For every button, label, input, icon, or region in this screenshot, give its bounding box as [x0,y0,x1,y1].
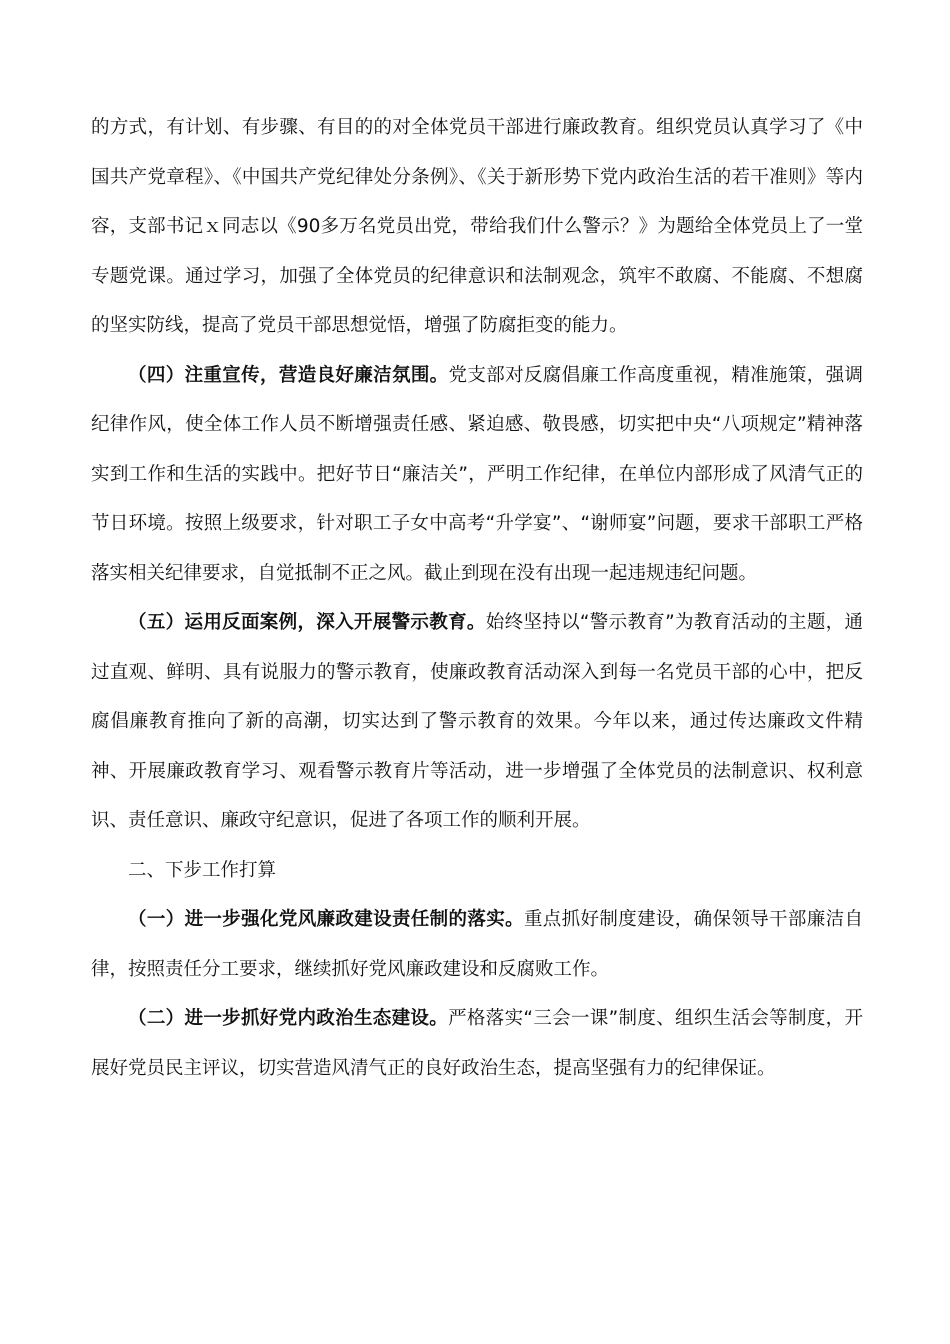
document-body [91,103,863,1093]
paragraph-continuation [91,103,863,351]
paragraph-publicity [91,351,863,599]
paragraph-text: 的方式，有计划、有步骤、有目的的对全体党员干部进行廉政教育。组织党员认真学习了《中国共产党章程》、《中国共产党纪律处分条例》、《关于新形势下党内政治生活的若干准则》等内容，支部书记ｘ同志以《90多万名党员出党，带给我们什么警示？》为题给全体党员上了一堂专题党课。通过学习，加强了全体党员的纪律意识和法制观念，筑牢不敢腐、不能腐、不想腐的坚实防线，提高了党员干部思想觉悟，增强了防腐拒变的能力。 [91,117,863,336]
paragraph-political-ecology [91,994,863,1093]
paragraph-lead: （四）注重宣传，营造良好廉洁氛围。 [128,364,449,386]
paragraph-warning-education [91,598,863,846]
section-heading [91,846,863,896]
section-heading-text: 二、下步工作打算 [128,859,277,881]
paragraph-lead: （一）进一步强化党风廉政建设责任制的落实。 [128,909,524,930]
paragraph-text: 始终坚持以“警示教育”为教育活动的主题，通过直观、鲜明、具有说服力的警示教育，使廉政教育活动深入到每一名党员干部的心中，把反腐倡廉教育推向了新的高潮，切实达到了警示教育的效果。今年以来，通过传达廉政文件精神、开展廉政教育学习、观看警示教育片等活动，进一步增强了全体党员的法制意识、权利意识、责任意识、廉政守纪意识，促进了各项工作的顺利开展。 [91,612,863,831]
paragraph-text: 重点抓好制度建设，确保领导干部廉洁自律，按照责任分工要求，继续抓好党风廉政建设和反腐败工作。 [91,909,863,980]
paragraph-text: 严格落实“三会一课”制度、组织生活会等制度，开展好党员民主评议，切实营造风清气正的良好政治生态，提高坚强有力的纪律保证。 [91,1008,863,1079]
paragraph-lead: （二）进一步抓好党内政治生态建设。 [128,1008,449,1029]
paragraph-responsibility [91,895,863,994]
paragraph-text: 党支部对反腐倡廉工作高度重视，精准施策，强调纪律作风，使全体工作人员不断增强责任感、紧迫感、敬畏感，切实把中央“八项规定”精神落实到工作和生活的实践中。把好节日“廉洁关”，严明工作纪律，在单位内部形成了风清气正的节日环境。按照上级要求，针对职工子女中高考“升学宴”、“谢师宴”问题，要求干部职工严格落实相关纪律要求，自觉抵制不正之风。截止到现在没有出现一起违规违纪问题。 [91,364,863,584]
paragraph-lead: （五）运用反面案例，深入开展警示教育。 [128,612,486,633]
